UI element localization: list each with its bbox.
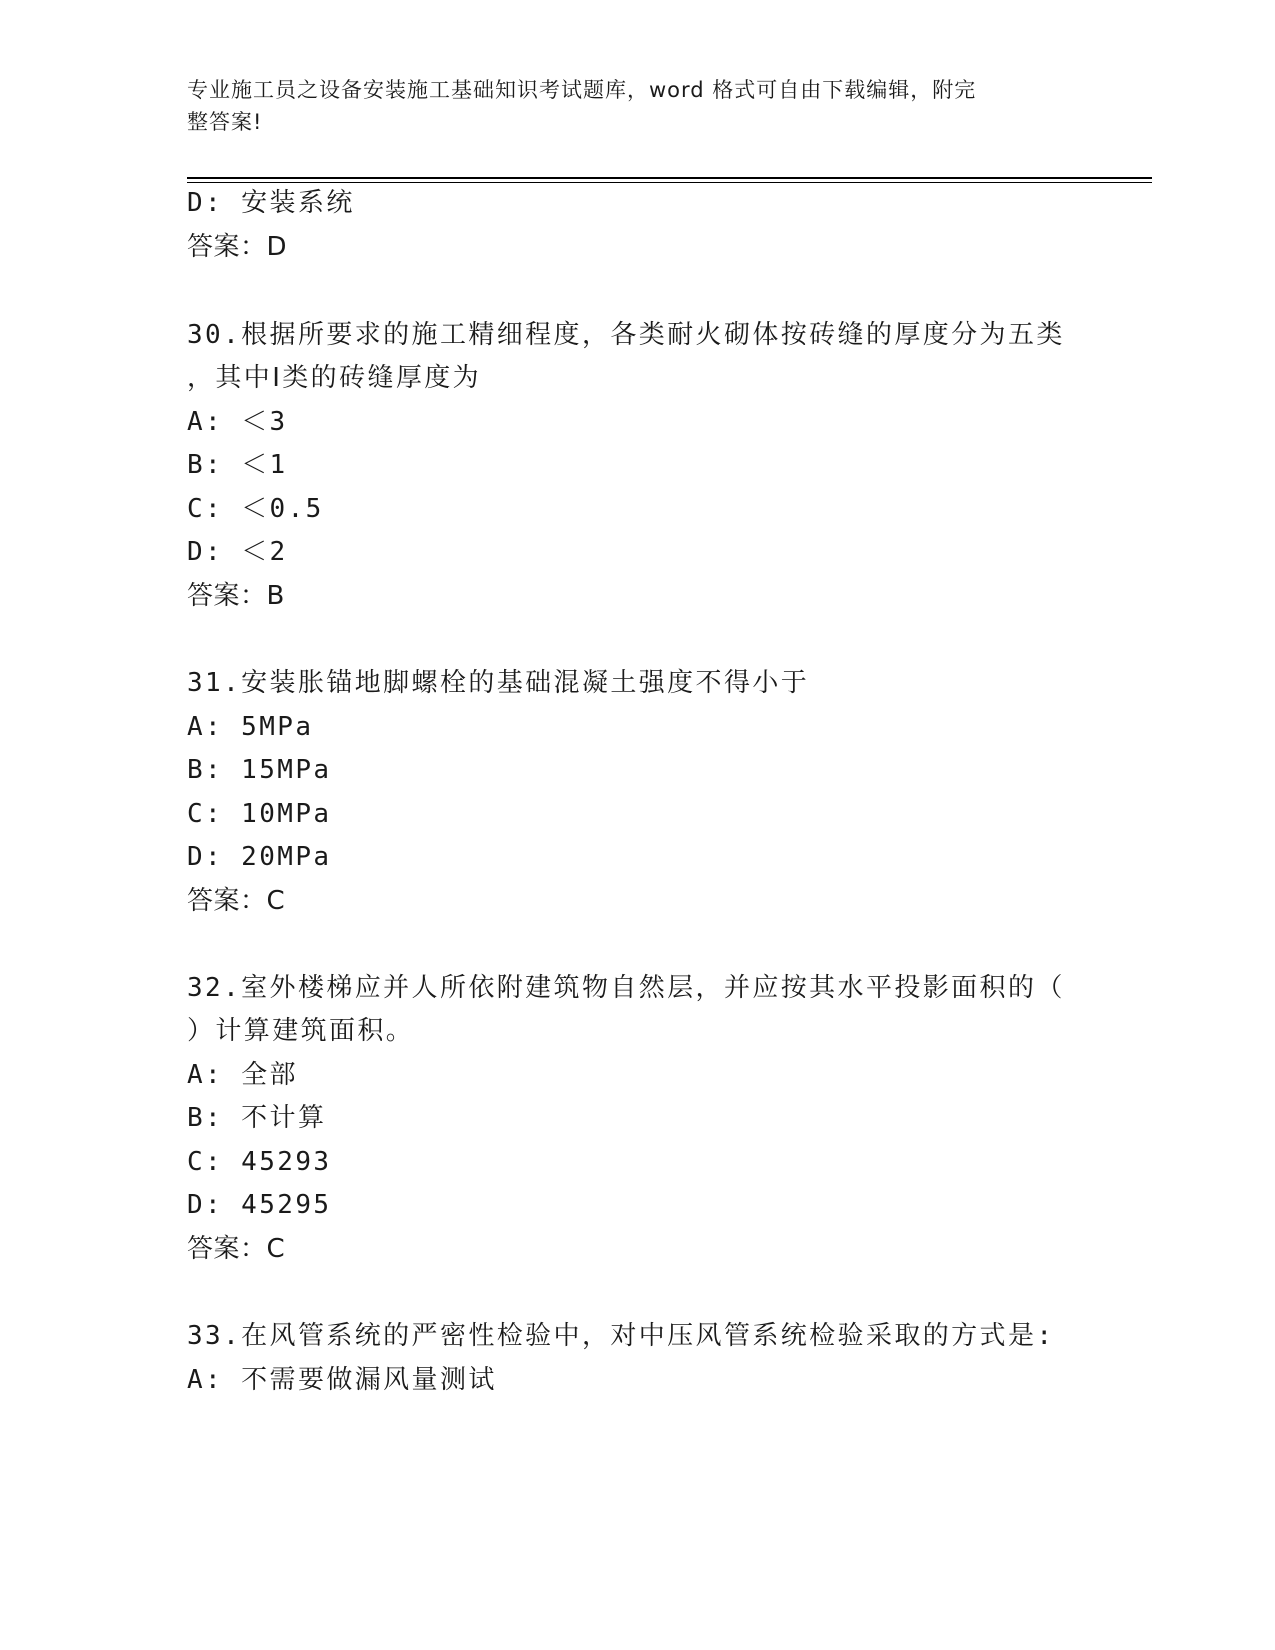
q30-option-a: A: ＜3 (187, 407, 288, 437)
q31-option-a: A: 5MPa (187, 712, 314, 742)
header-line-2: 整答案! (187, 110, 263, 134)
q30-stem-line-2: ，其中Ⅰ类的砖缝厚度为 (187, 363, 482, 393)
q30-stem-line-1: 30.根据所要求的施工精细程度，各类耐火砌体按砖缝的厚度分为五类 (187, 320, 1065, 350)
q31-stem-line-1: 31.安装胀锚地脚螺栓的基础混凝土强度不得小于 (187, 668, 810, 698)
q32-stem-line-2: ）计算建筑面积。 (187, 1016, 415, 1046)
q30-answer: 答案：B (187, 581, 285, 611)
q32-answer: 答案：C (187, 1234, 286, 1264)
q31-option-b: B: 15MPa (187, 755, 332, 785)
prev-answer: 答案：D (187, 232, 288, 262)
q32-option-d: D: 45295 (187, 1190, 332, 1220)
q32-option-c: C: 45293 (187, 1147, 332, 1177)
q30-option-d: D: ＜2 (187, 537, 288, 567)
q30-option-c: C: ＜0.5 (187, 494, 324, 524)
header-line-1: 专业施工员之设备安装施工基础知识考试题库，word 格式可自由下载编辑，附完 (187, 78, 977, 102)
q32-stem-line-1: 32.室外楼梯应并人所依附建筑物自然层，并应按其水平投影面积的（ (187, 973, 1065, 1003)
q33-option-a: A: 不需要做漏风量测试 (187, 1365, 497, 1395)
prev-option-d: D: 安装系统 (187, 188, 355, 218)
document-header (187, 74, 1067, 138)
q30-option-b: B: ＜1 (187, 450, 288, 480)
q31-option-c: C: 10MPa (187, 799, 332, 829)
header-divider-thin (187, 182, 1152, 183)
header-divider-thick (187, 177, 1152, 179)
q33-stem-line-1: 33.在风管系统的严密性检验中，对中压风管系统检验采取的方式是: (187, 1321, 1055, 1351)
q32-option-a: A: 全部 (187, 1060, 298, 1090)
q31-option-d: D: 20MPa (187, 842, 332, 872)
q32-option-b: B: 不计算 (187, 1103, 327, 1133)
q31-answer: 答案：C (187, 886, 286, 916)
